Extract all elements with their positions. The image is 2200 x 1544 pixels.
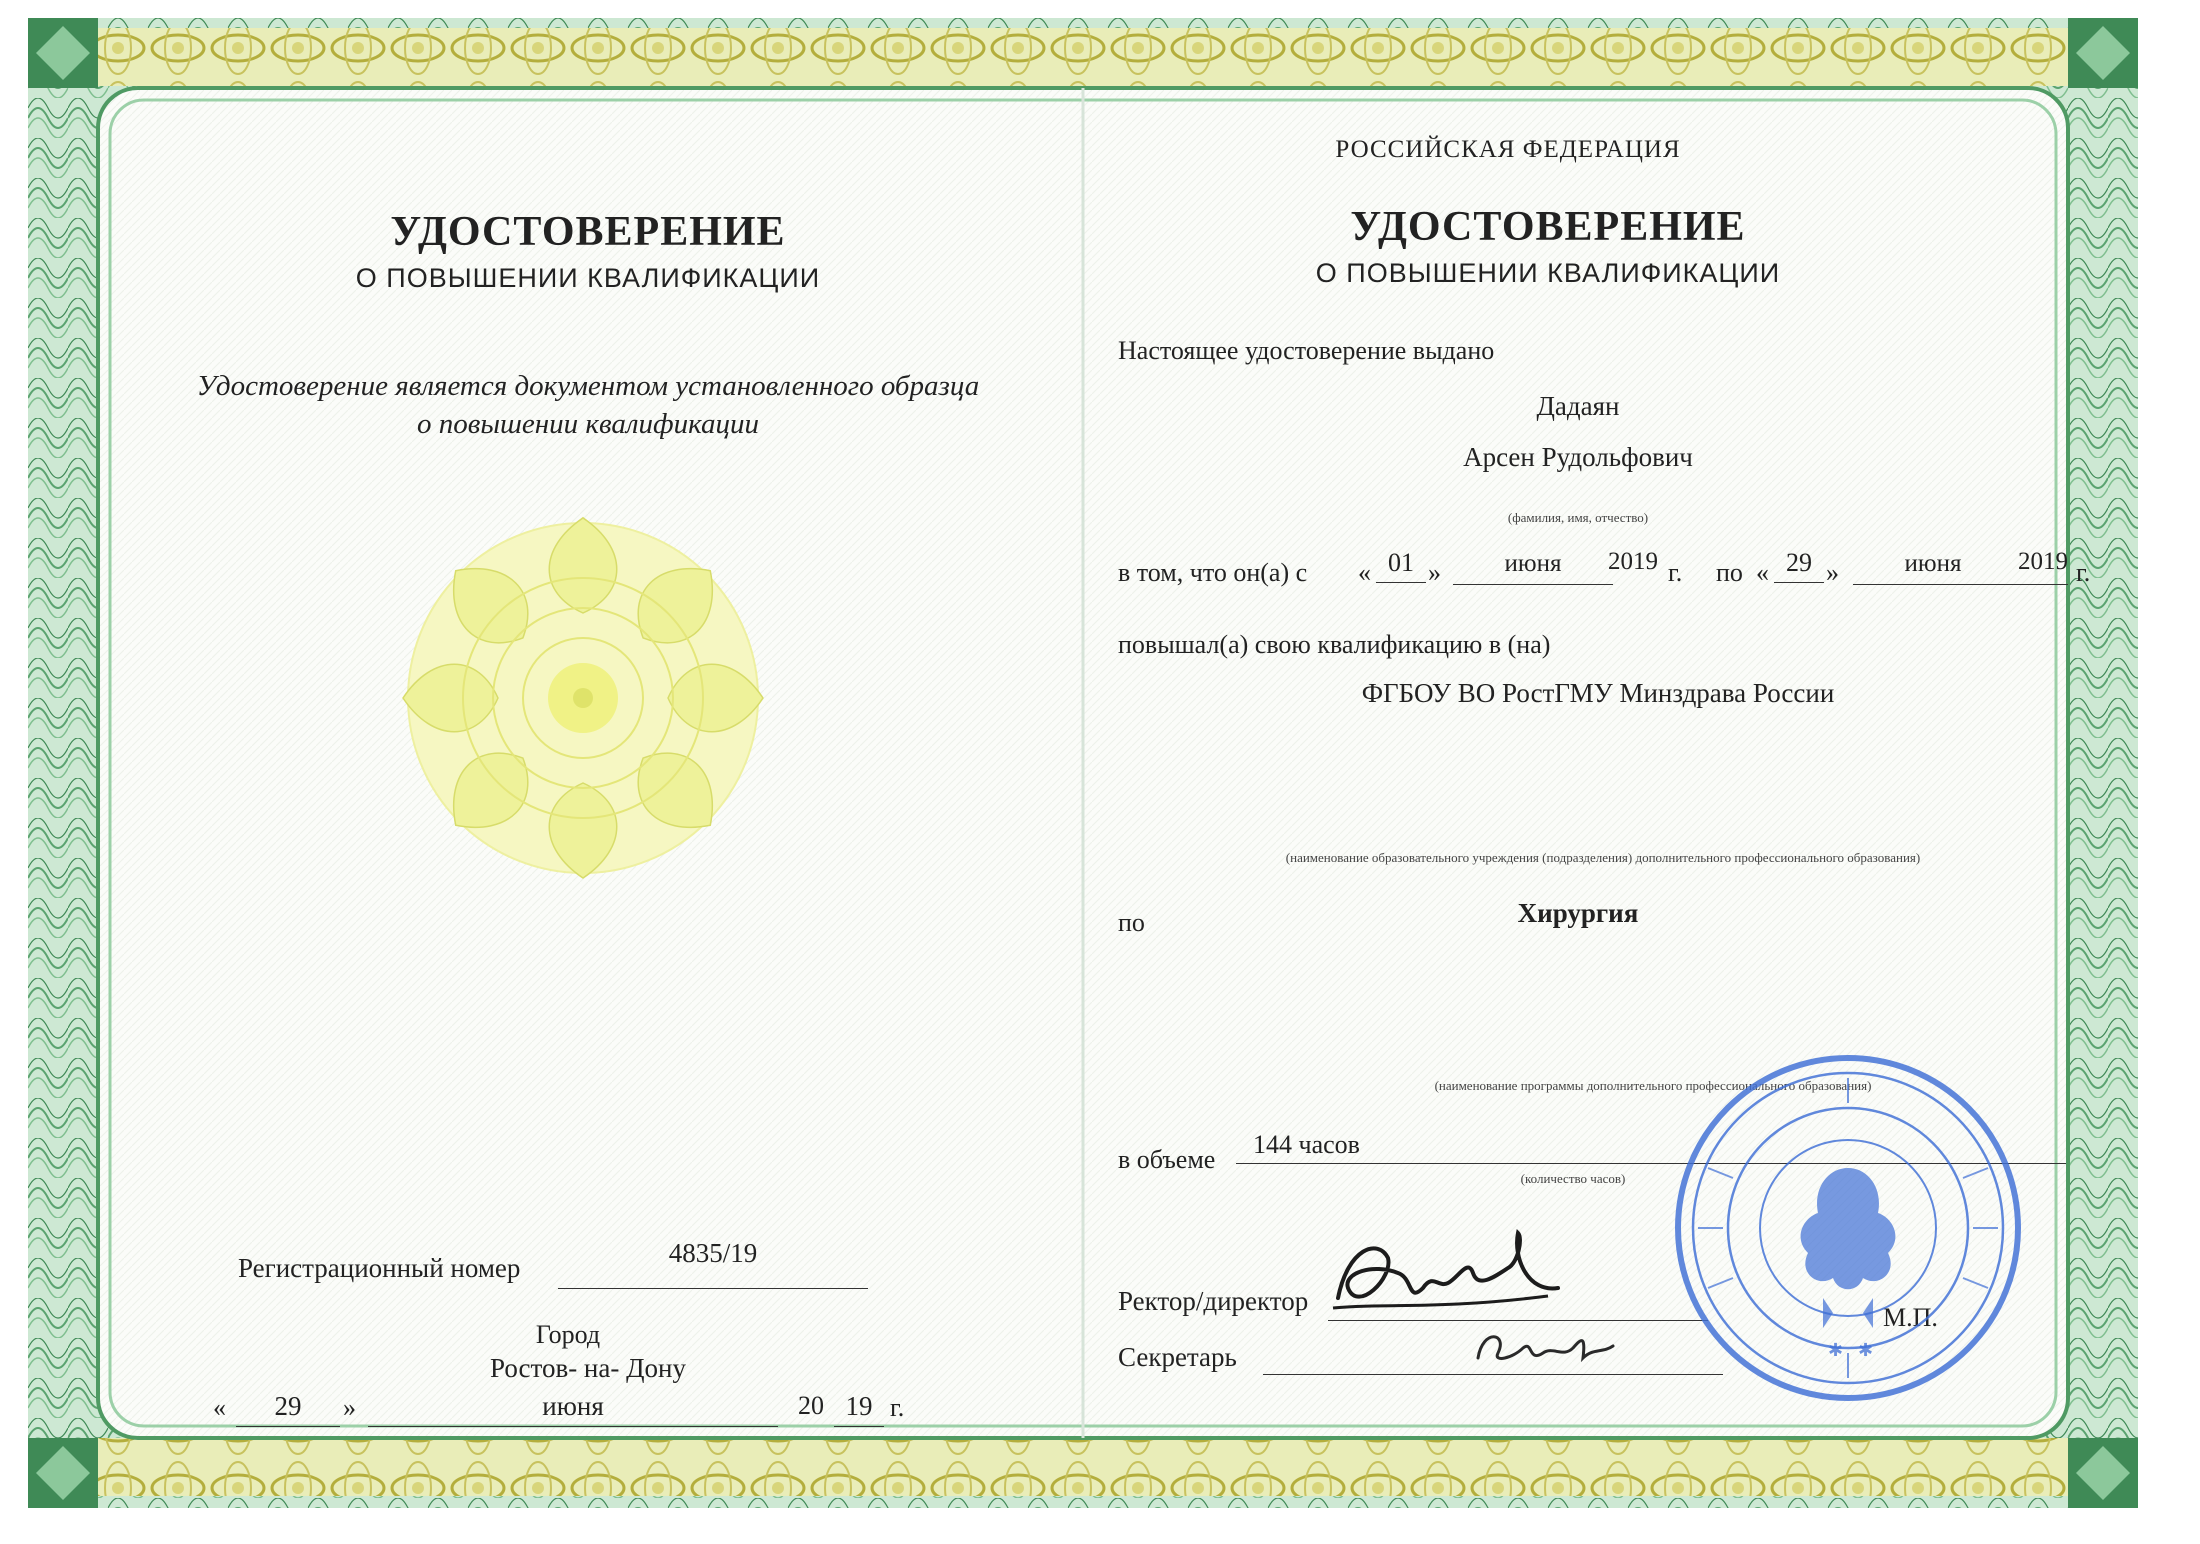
to-quote-open: « <box>1756 558 1769 587</box>
from-month: июня <box>1504 550 1562 577</box>
recipient-surname: Дадаян <box>1536 391 1620 421</box>
city-label: Город <box>535 1320 601 1349</box>
date-year-mark: г. <box>890 1393 905 1422</box>
left-subtitle: О ПОВЫШЕНИИ КВАЛИФИКАЦИИ <box>355 263 821 293</box>
volume-caption: (количество часов) <box>1520 1171 1626 1186</box>
registration-number: 4835/19 <box>668 1238 758 1268</box>
left-note-line2: о повышении квалификации <box>417 408 759 440</box>
registration-label: Регистрационный номер <box>238 1253 521 1283</box>
from-day: 01 <box>1388 548 1414 577</box>
date-year-prefix: 20 <box>798 1391 824 1420</box>
date-year-line <box>834 1426 884 1427</box>
program-name: Хирургия <box>1517 898 1639 928</box>
from-year: 2019 <box>1608 548 1658 575</box>
volume-value: 144 часов <box>1253 1130 1360 1159</box>
svg-text:✱: ✱ <box>1858 1340 1874 1360</box>
svg-text:✱: ✱ <box>1828 1340 1844 1360</box>
to-year-mark: г. <box>2076 558 2091 587</box>
date-open-quote: « <box>213 1393 226 1422</box>
improved-label: повышал(а) свою квалификацию в (на) <box>1118 630 1551 659</box>
to-label: по <box>1716 558 1743 587</box>
from-month-line <box>1453 584 1613 585</box>
recipient-name: Арсен Рудольфович <box>1463 442 1693 472</box>
to-day: 29 <box>1786 548 1812 577</box>
institution-name: ФГБОУ ВО РостГМУ Минздрава России <box>1361 678 1835 708</box>
program-label: по <box>1118 908 1145 937</box>
institution-caption: (наименование образовательного учреждения (подразделения) дополнительного профессионального образования) <box>1285 850 1921 865</box>
to-year: 2019 <box>2018 548 2068 575</box>
to-month: июня <box>1904 550 1962 577</box>
date-day-line <box>236 1426 340 1427</box>
date-year-suffix: 19 <box>845 1391 873 1421</box>
round-seal <box>1668 1048 2028 1408</box>
right-title: УДОСТОВЕРЕНИЕ <box>1350 204 1746 250</box>
country-header: РОССИЙСКАЯ ФЕДЕРАЦИЯ <box>1335 136 1681 163</box>
date-month-line <box>368 1426 778 1427</box>
name-caption: (фамилия, имя, отчество) <box>1507 510 1649 525</box>
left-title: УДОСТОВЕРЕНИЕ <box>390 209 786 255</box>
period-label: в том, что он(а) с <box>1118 558 1308 587</box>
right-subtitle: О ПОВЫШЕНИИ КВАЛИФИКАЦИИ <box>1315 258 1781 288</box>
from-year-mark: г. <box>1668 558 1683 587</box>
date-close-quote: » <box>343 1393 356 1422</box>
rosette-emblem <box>383 498 783 898</box>
issued-label: Настоящее удостоверение выдано <box>1118 336 1495 365</box>
registration-line <box>558 1288 868 1289</box>
from-quote-open: « <box>1358 558 1371 587</box>
rector-signature <box>1318 1218 1578 1328</box>
certificate-spread <box>28 18 2138 1508</box>
date-day: 29 <box>274 1391 302 1421</box>
volume-label: в объеме <box>1118 1145 1216 1174</box>
from-quote-close: » <box>1428 558 1441 587</box>
city-value: Ростов- на- Дону <box>490 1353 686 1383</box>
to-quote-close: » <box>1826 558 1839 587</box>
rector-label: Ректор/директор <box>1118 1286 1309 1316</box>
date-month: июня <box>542 1391 604 1421</box>
secretary-label: Секретарь <box>1118 1342 1237 1372</box>
secretary-signature <box>1468 1318 1618 1378</box>
program-caption: (наименование программы дополнительного профессионального образования) <box>1434 1078 1872 1093</box>
from-day-line <box>1376 582 1426 583</box>
to-month-line <box>1853 584 2068 585</box>
left-note-line1: Удостоверение является документом установленного образца <box>196 370 980 402</box>
stamp-place-mark: М.П. <box>1883 1303 1938 1332</box>
to-day-line <box>1774 582 1824 583</box>
